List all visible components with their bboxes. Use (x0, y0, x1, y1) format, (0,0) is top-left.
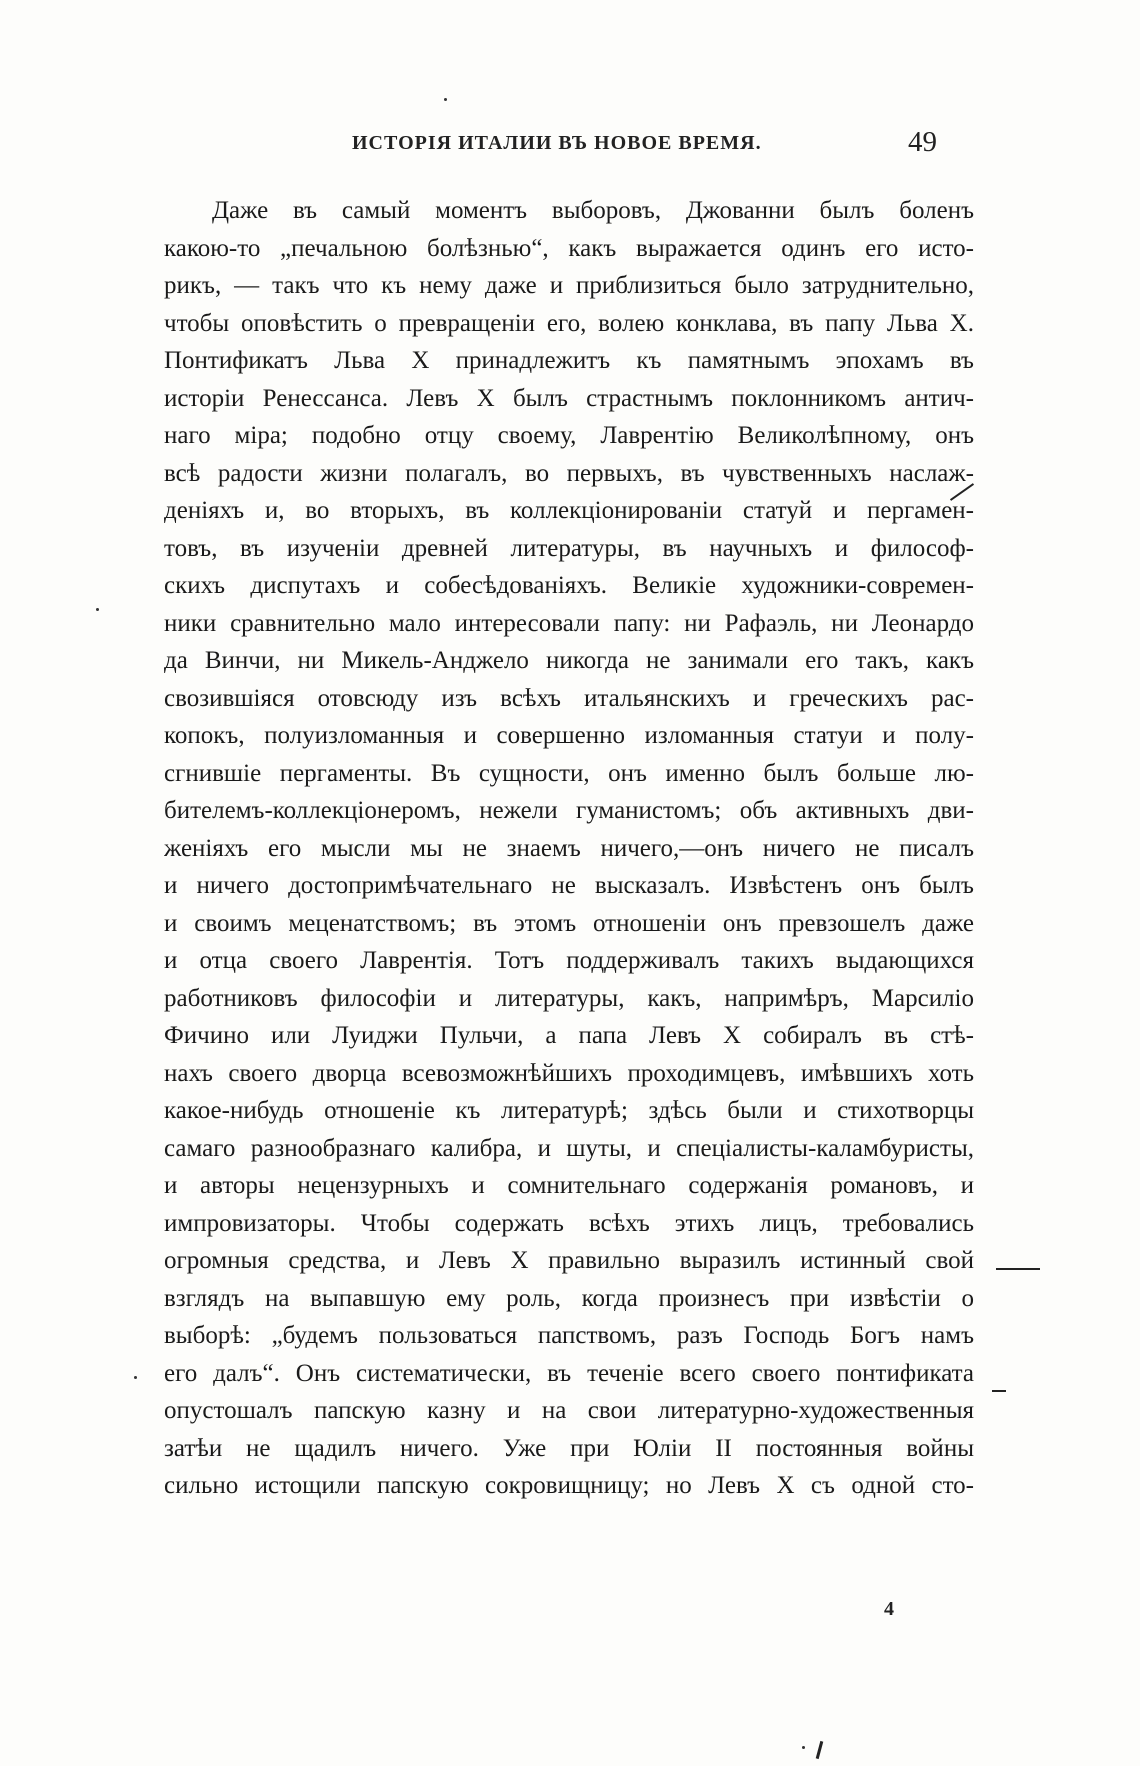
text-line: Даже въ самый моментъ выборовъ, Джованни былъ боленъ (212, 197, 974, 224)
text-line: его далъ“. Онъ систематически, въ теченіе всего своего понтификата (164, 1359, 974, 1387)
text-line: опустошалъ папскую казну и на свои литературно-художественныя (164, 1397, 974, 1424)
text-line: самаго разнообразнаго калибра, и шуты, и спеціалисты-каламбуристы, (164, 1134, 974, 1162)
scan-speck (134, 1376, 137, 1379)
text-line: Фичино или Луиджи Пульчи, а папа Левъ X собиралъ въ стѣ- (164, 1022, 974, 1049)
text-line: да Винчи, ни Микель-Анджело никогда не занимали его такъ, какъ (164, 647, 974, 674)
text-line: чтобы оповѣстить о превращеніи его, волею конклава, въ папу Льва X. (164, 309, 974, 337)
text-line: огромныя средства, и Левъ X правильно выразилъ истинный свой (164, 1247, 974, 1274)
scan-speck (802, 1746, 805, 1749)
text-line: работниковъ философіи и литературы, какъ, напримѣръ, Марсиліо (164, 984, 974, 1012)
text-line: наго міра; подобно отцу своему, Лаврентію Великолѣпному, онъ (164, 422, 974, 449)
text-line: сильно истощили папскую сокровищницу; но Левъ X съ одной сто- (164, 1472, 974, 1499)
text-line: женіяхъ его мысли мы не знаемъ ничего,—онъ ничего не писалъ (164, 834, 974, 862)
text-line: взглядъ на выпавшую ему роль, когда произнесъ при извѣстіи о (164, 1284, 974, 1312)
text-line: рикъ, — такъ что къ нему даже и приблизиться было затруднительно, (164, 272, 974, 299)
text-line: бителемъ-коллекціонеромъ, нежели гуманистомъ; объ активныхъ дви- (164, 797, 974, 824)
text-line: скихъ диспутахъ и собесѣдованіяхъ. Великіе художники-современ- (164, 572, 974, 599)
page-number: 49 (908, 126, 937, 158)
text-line: исторіи Ренессанса. Левъ X былъ страстнымъ поклонникомъ антич- (164, 384, 974, 412)
text-line: выборѣ: „будемъ пользоваться папствомъ, разъ Господь Богъ намъ (164, 1322, 974, 1349)
text-line: затѣи не щадилъ ничего. Уже при Юліи II постоянныя войны (164, 1434, 974, 1462)
margin-dash-mark (992, 1390, 1006, 1392)
text-line: какое-нибудь отношеніе къ литературѣ; здѣсь были и стихотворцы (164, 1097, 974, 1124)
text-line: копокъ, полуизломанныя и совершенно изломанныя статуи и полу- (164, 722, 974, 749)
text-line: нахъ своего дворца всевозможнѣйшихъ проходимцевъ, имѣвшихъ хоть (164, 1059, 974, 1087)
text-line: ники сравнительно мало интересовали папу: ни Рафаэль, ни Леонардо (164, 609, 974, 637)
text-line: и отца своего Лаврентія. Тотъ поддерживалъ такихъ выдающихся (164, 947, 974, 974)
signature-mark: 4 (884, 1598, 894, 1620)
text-line: свозившіяся отовсюду изъ всѣхъ итальянскихъ и греческихъ рас- (164, 684, 974, 712)
text-line: и авторы нецензурныхъ и сомнительнаго содержанія романовъ, и (164, 1172, 974, 1199)
running-title: ИСТОРІЯ ИТАЛИИ ВЪ НОВОЕ ВРЕМЯ. (352, 132, 762, 154)
text-line: товъ, въ изученіи древней литературы, въ научныхъ и философ- (164, 534, 974, 562)
text-line: деніяхъ и, во вторыхъ, въ коллекціонированіи статуй и пергамен- (164, 497, 974, 524)
margin-dash-mark (996, 1268, 1040, 1270)
text-line: какою-то „печальною болѣзнью“, какъ выражается одинъ его исто- (164, 234, 974, 262)
text-line: и своимъ меценатствомъ; въ этомъ отношеніи онъ превзошелъ даже (164, 909, 974, 937)
body-text (164, 192, 974, 1505)
text-line: Понтификатъ Льва X принадлежитъ къ памятнымъ эпохамъ въ (164, 347, 974, 374)
scan-artifact-mark (816, 1741, 824, 1759)
scan-speck (444, 98, 447, 101)
scan-speck (96, 608, 99, 611)
text-line: и ничего достопримѣчательнаго не высказалъ. Извѣстенъ онъ былъ (164, 872, 974, 899)
text-line: импровизаторы. Чтобы содержать всѣхъ этихъ лицъ, требовались (164, 1209, 974, 1237)
text-line: сгнившіе пергаменты. Въ сущности, онъ именно былъ больше лю- (164, 759, 974, 787)
text-line: всѣ радости жизни полагалъ, во первыхъ, въ чувственныхъ наслаж- (164, 459, 974, 487)
